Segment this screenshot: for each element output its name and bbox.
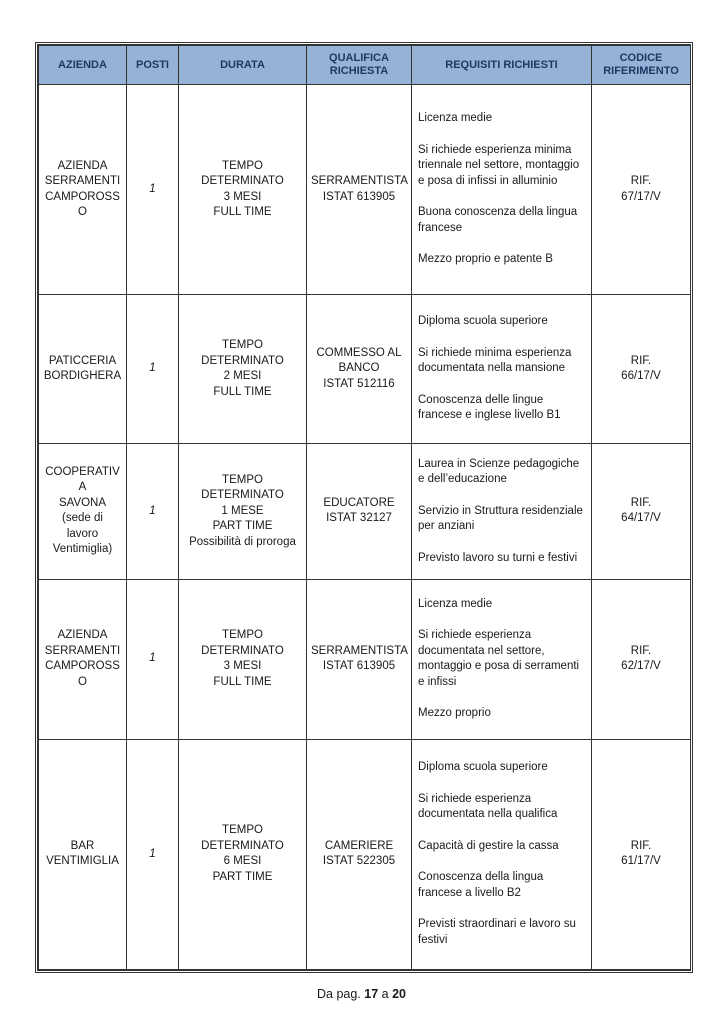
- cell-durata: TEMPO DETERMINATO 6 MESI PART TIME: [179, 739, 307, 969]
- cell-durata: TEMPO DETERMINATO 3 MESI FULL TIME: [179, 85, 307, 295]
- header-codice: CODICE RIFERIMENTO: [592, 46, 691, 85]
- cell-codice: RIF. 67/17/V: [592, 85, 691, 295]
- requirement-item: Buona conoscenza della lingua francese: [418, 206, 578, 234]
- cell-requisiti: [412, 579, 592, 739]
- header-azienda: AZIENDA: [39, 46, 127, 85]
- cell-azienda: PATICCERIA BORDIGHERA: [39, 295, 127, 444]
- requirement-item: Previsti straordinari e lavoro su festivi: [418, 918, 576, 946]
- requirement-item: Si richiede esperienza minima triennale nel settore, montaggio e posa di infissi in alluminio: [418, 143, 580, 187]
- job-listings-table-frame: [35, 42, 693, 973]
- footer-total-pages: 20: [392, 987, 406, 1001]
- cell-posti: 1: [127, 295, 179, 444]
- cell-qualifica: COMMESSO AL BANCO ISTAT 512116: [307, 295, 412, 444]
- cell-azienda: BAR VENTIMIGLIA: [39, 739, 127, 969]
- requirement-item: Mezzo proprio: [418, 707, 491, 720]
- requirement-item: Si richiede minima esperienza documentata nella mansione: [418, 346, 572, 375]
- table-row: [39, 444, 691, 580]
- cell-codice: RIF. 66/17/V: [592, 295, 691, 444]
- cell-qualifica: SERRAMENTISTA ISTAT 613905: [307, 579, 412, 739]
- cell-posti: 1: [127, 444, 179, 580]
- cell-requisiti: [412, 444, 592, 580]
- cell-azienda: AZIENDA SERRAMENTI CAMPOROSS O: [39, 85, 127, 295]
- requirement-item: Capacità di gestire la cassa: [418, 839, 559, 852]
- footer-prefix: Da pag.: [317, 987, 361, 1001]
- requirement-item: Si richiede esperienza documentata nel settore, montaggio e posa di serramenti e infissi: [418, 629, 580, 688]
- job-listings-table: [38, 45, 691, 970]
- footer-current-page: 17: [364, 987, 379, 1001]
- table-row: [39, 295, 691, 444]
- requirement-item: Conoscenza delle lingue francese e inglese livello B1: [418, 393, 561, 422]
- cell-requisiti: [412, 739, 592, 969]
- cell-durata: TEMPO DETERMINATO 2 MESI FULL TIME: [179, 295, 307, 444]
- requirement-item: Laurea in Scienze pedagogiche e dell’educazione: [418, 457, 580, 486]
- requirement-item: Diploma scuola superiore: [418, 315, 548, 328]
- requirement-item: Diploma scuola superiore: [418, 761, 548, 774]
- table-header-row: [39, 46, 691, 85]
- table-row: [39, 579, 691, 739]
- cell-qualifica: CAMERIERE ISTAT 522305: [307, 739, 412, 969]
- table-row: [39, 739, 691, 969]
- requirement-item: Servizio in Struttura residenziale per anziani: [418, 504, 583, 533]
- header-requisiti: REQUISITI RICHIESTI: [412, 46, 592, 85]
- cell-requisiti: [412, 295, 592, 444]
- cell-azienda: AZIENDA SERRAMENTI CAMPOROSS O: [39, 579, 127, 739]
- cell-requisiti: [412, 85, 592, 295]
- cell-codice: RIF. 62/17/V: [592, 579, 691, 739]
- page-footer: [0, 987, 723, 1001]
- header-durata: DURATA: [179, 46, 307, 85]
- requirement-item: Conoscenza della lingua francese a livello B2: [418, 871, 544, 899]
- cell-qualifica: SERRAMENTISTA ISTAT 613905: [307, 85, 412, 295]
- cell-posti: 1: [127, 579, 179, 739]
- cell-durata: TEMPO DETERMINATO 1 MESE PART TIME Possibilità di proroga: [179, 444, 307, 580]
- cell-qualifica: EDUCATORE ISTAT 32127: [307, 444, 412, 580]
- table-row: [39, 85, 691, 295]
- header-qualifica: QUALIFICA RICHIESTA: [307, 46, 412, 85]
- cell-azienda: COOPERATIV A SAVONA (sede di lavoro Ventimiglia): [39, 444, 127, 580]
- cell-durata: TEMPO DETERMINATO 3 MESI FULL TIME: [179, 579, 307, 739]
- cell-codice: RIF. 61/17/V: [592, 739, 691, 969]
- requirement-item: Si richiede esperienza documentata nella qualifica: [418, 792, 558, 821]
- requirement-item: Mezzo proprio e patente B: [418, 253, 553, 266]
- cell-posti: 1: [127, 85, 179, 295]
- cell-codice: RIF. 64/17/V: [592, 444, 691, 580]
- header-posti: POSTI: [127, 46, 179, 85]
- requirement-item: Licenza medie: [418, 112, 493, 125]
- requirement-item: Previsto lavoro su turni e festivi: [418, 551, 578, 564]
- cell-posti: 1: [127, 739, 179, 969]
- footer-separator: a: [381, 987, 389, 1001]
- requirement-item: Licenza medie: [418, 597, 493, 610]
